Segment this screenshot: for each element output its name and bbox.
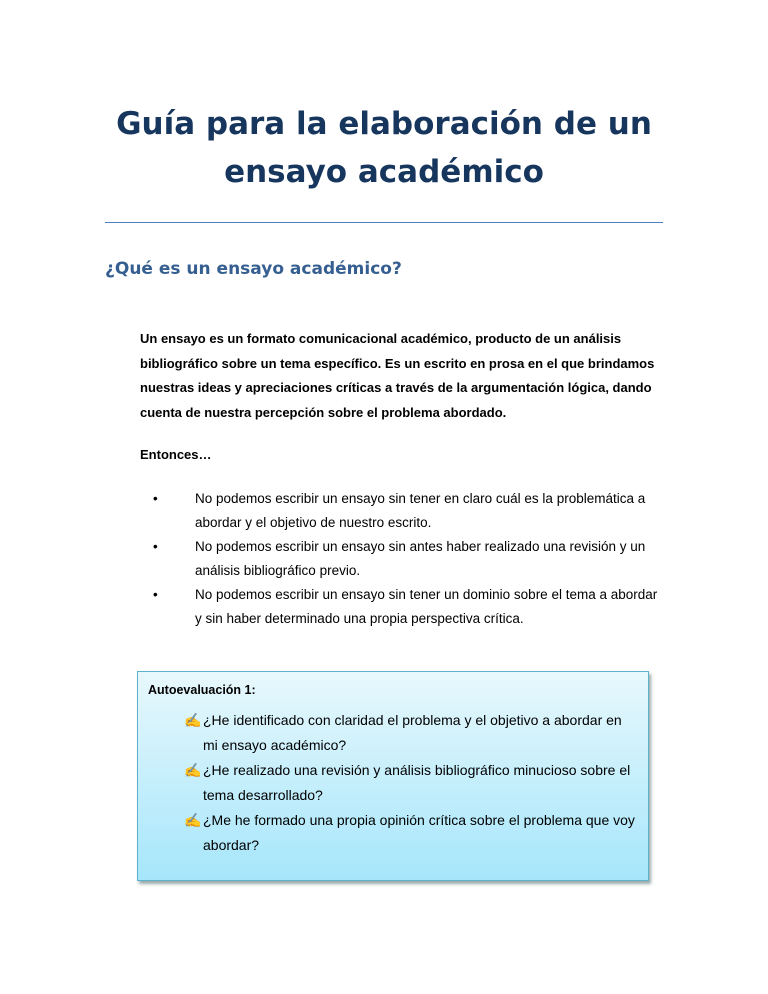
writing-hand-icon: ✍ bbox=[184, 762, 202, 779]
bullet-icon: • bbox=[153, 587, 158, 603]
list-item bbox=[184, 758, 636, 807]
bullet-icon: • bbox=[153, 539, 158, 555]
writing-hand-icon: ✍ bbox=[184, 812, 202, 829]
definition-paragraph: Un ensayo es un formato comunicacional académico, producto de un análisis bibliográfico sobre un tema específico. Es un escrito en prosa en el que brindamos nuestras ideas y apreciaciones críticas a través de la argumentación lógica, dando cuenta de nuestra percepción sobre el problema abordado. bbox=[140, 331, 655, 420]
title-line-2: ensayo académico bbox=[224, 154, 544, 190]
section-heading: ¿Qué es un ensayo académico? bbox=[105, 259, 402, 279]
list-item-text: No podemos escribir un ensayo sin tener en claro cuál es la problemática a abordar y el objetivo de nuestro escrito. bbox=[195, 491, 646, 531]
writing-hand-icon: ✍ bbox=[184, 712, 202, 729]
list-item bbox=[184, 808, 636, 857]
list-item bbox=[140, 535, 660, 583]
self-evaluation-box bbox=[137, 671, 649, 881]
self-evaluation-title: Autoevaluación 1: bbox=[148, 683, 256, 698]
list-item-text: ¿He identificado con claridad el problema y el objetivo a abordar en mi ensayo académico? bbox=[203, 712, 622, 753]
title-divider bbox=[105, 222, 663, 223]
list-item-text: ¿Me he formado una propia opinión crítica sobre el problema que voy abordar? bbox=[203, 812, 635, 853]
entonces-label: Entonces… bbox=[140, 447, 212, 463]
list-item bbox=[184, 708, 636, 757]
bullet-icon: • bbox=[153, 491, 158, 507]
title-line-1: Guía para la elaboración de un bbox=[116, 106, 652, 142]
list-item-text: ¿He realizado una revisión y análisis bibliográfico minucioso sobre el tema desarrollado? bbox=[203, 762, 631, 803]
self-evaluation-list bbox=[184, 708, 636, 857]
page-title bbox=[0, 100, 768, 196]
bullet-list bbox=[140, 487, 660, 631]
list-item-text: No podemos escribir un ensayo sin antes haber realizado una revisión y un análisis bibliográfico previo. bbox=[195, 539, 646, 579]
list-item bbox=[140, 487, 660, 535]
list-item-text: No podemos escribir un ensayo sin tener un dominio sobre el tema a abordar y sin haber determinado una propia perspectiva crítica. bbox=[195, 587, 658, 627]
list-item bbox=[140, 583, 660, 631]
